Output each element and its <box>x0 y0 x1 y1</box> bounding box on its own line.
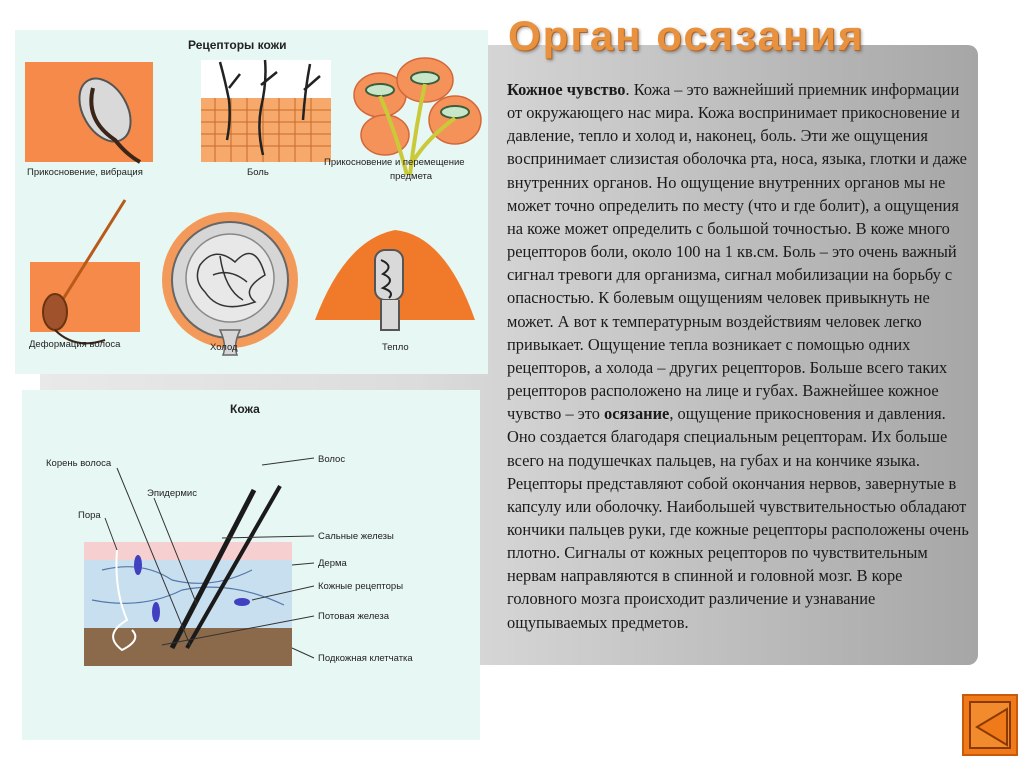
label-hair-root: Корень волоса <box>46 458 112 469</box>
label-hair-deformation: Деформация волоса <box>29 339 121 350</box>
label-epidermis: Эпидермис <box>147 488 197 499</box>
label-cold: Холод <box>210 342 238 353</box>
label-sweat-gland: Потовая железа <box>318 611 390 622</box>
skin-title: Кожа <box>230 402 260 416</box>
skin-illustration <box>22 390 480 740</box>
label-sebaceous: Сальные железы <box>318 531 394 542</box>
receptors-figure <box>15 30 488 374</box>
label-heat: Тепло <box>382 342 409 353</box>
triangle-left-icon <box>971 703 1013 751</box>
label-pain: Боль <box>247 167 269 178</box>
body-paragraph <box>507 78 975 634</box>
skin-figure <box>22 390 480 740</box>
paragraph-text-1: . Кожа – это важнейший приемник информации от окружающего нас мира. Кожа воспринимает прикосновение и давление, тепло и холод и, наконец, боль. Эти же ощущения воспринимает слизистая оболочка рта, носа, языка, глотки и даже внутренних органов. Но ощущение внутренних органов мы не может точно определить по месту (что и где болит), а ощущения на коже может определить с большой точностью. В коже много рецепторов боли, около 100 на 1 кв.см. Боль – это очень важный сигнал тревоги для организма, сигнал мобилизации на борьбу с опасностью. К болевым ощущениям человек привыкнуть не может. А вот к температурным воздействиям человек легко привыкает. Ощущение тепла возникает с помощью одних рецепторов, а холода – других рецепторов. Больше всего таких рецепторов расположено на лице и губах. Важнейшее кожное чувство – это <box>507 80 967 424</box>
paragraph-text-2: , ощущение прикосновения и давления. Оно создается благодаря специальным рецепторам. Их больше всего на подушечках пальцев, на губах и на кончике языка. Рецепторы представляют собой окончания нервов, завернутые в капсулу или оболочку. Наибольшей чувствительностью обладают кончики пальцев руки, где кожные рецепторы расположены очень плотно. Сигналы от кожных рецепторов по чувствительным нервам направляются в спинной и головной мозг. В коре головного мозга происходит различение и узнавание ощупываемых предметов. <box>507 404 969 632</box>
previous-slide-frame <box>969 701 1011 749</box>
slide-title: Орган осязания <box>508 12 865 59</box>
label-touch: Прикосновение, вибрация <box>27 167 143 178</box>
label-receptors: Кожные рецепторы <box>318 581 404 592</box>
lead-term: Кожное чувство <box>507 80 626 99</box>
receptors-title: Рецепторы кожи <box>188 38 287 52</box>
key-term: осязание <box>604 404 670 424</box>
receptors-illustration <box>15 30 488 374</box>
label-dermis: Дерма <box>318 558 347 569</box>
label-pore: Пора <box>78 510 101 521</box>
label-subcutaneous: Подкожная клетчатка <box>318 653 413 664</box>
label-touch-move-1: Прикосновение и перемещение <box>324 157 465 168</box>
label-hair: Волос <box>318 454 346 465</box>
previous-slide-button[interactable] <box>962 694 1018 756</box>
label-touch-move-2: предмета <box>390 171 433 182</box>
